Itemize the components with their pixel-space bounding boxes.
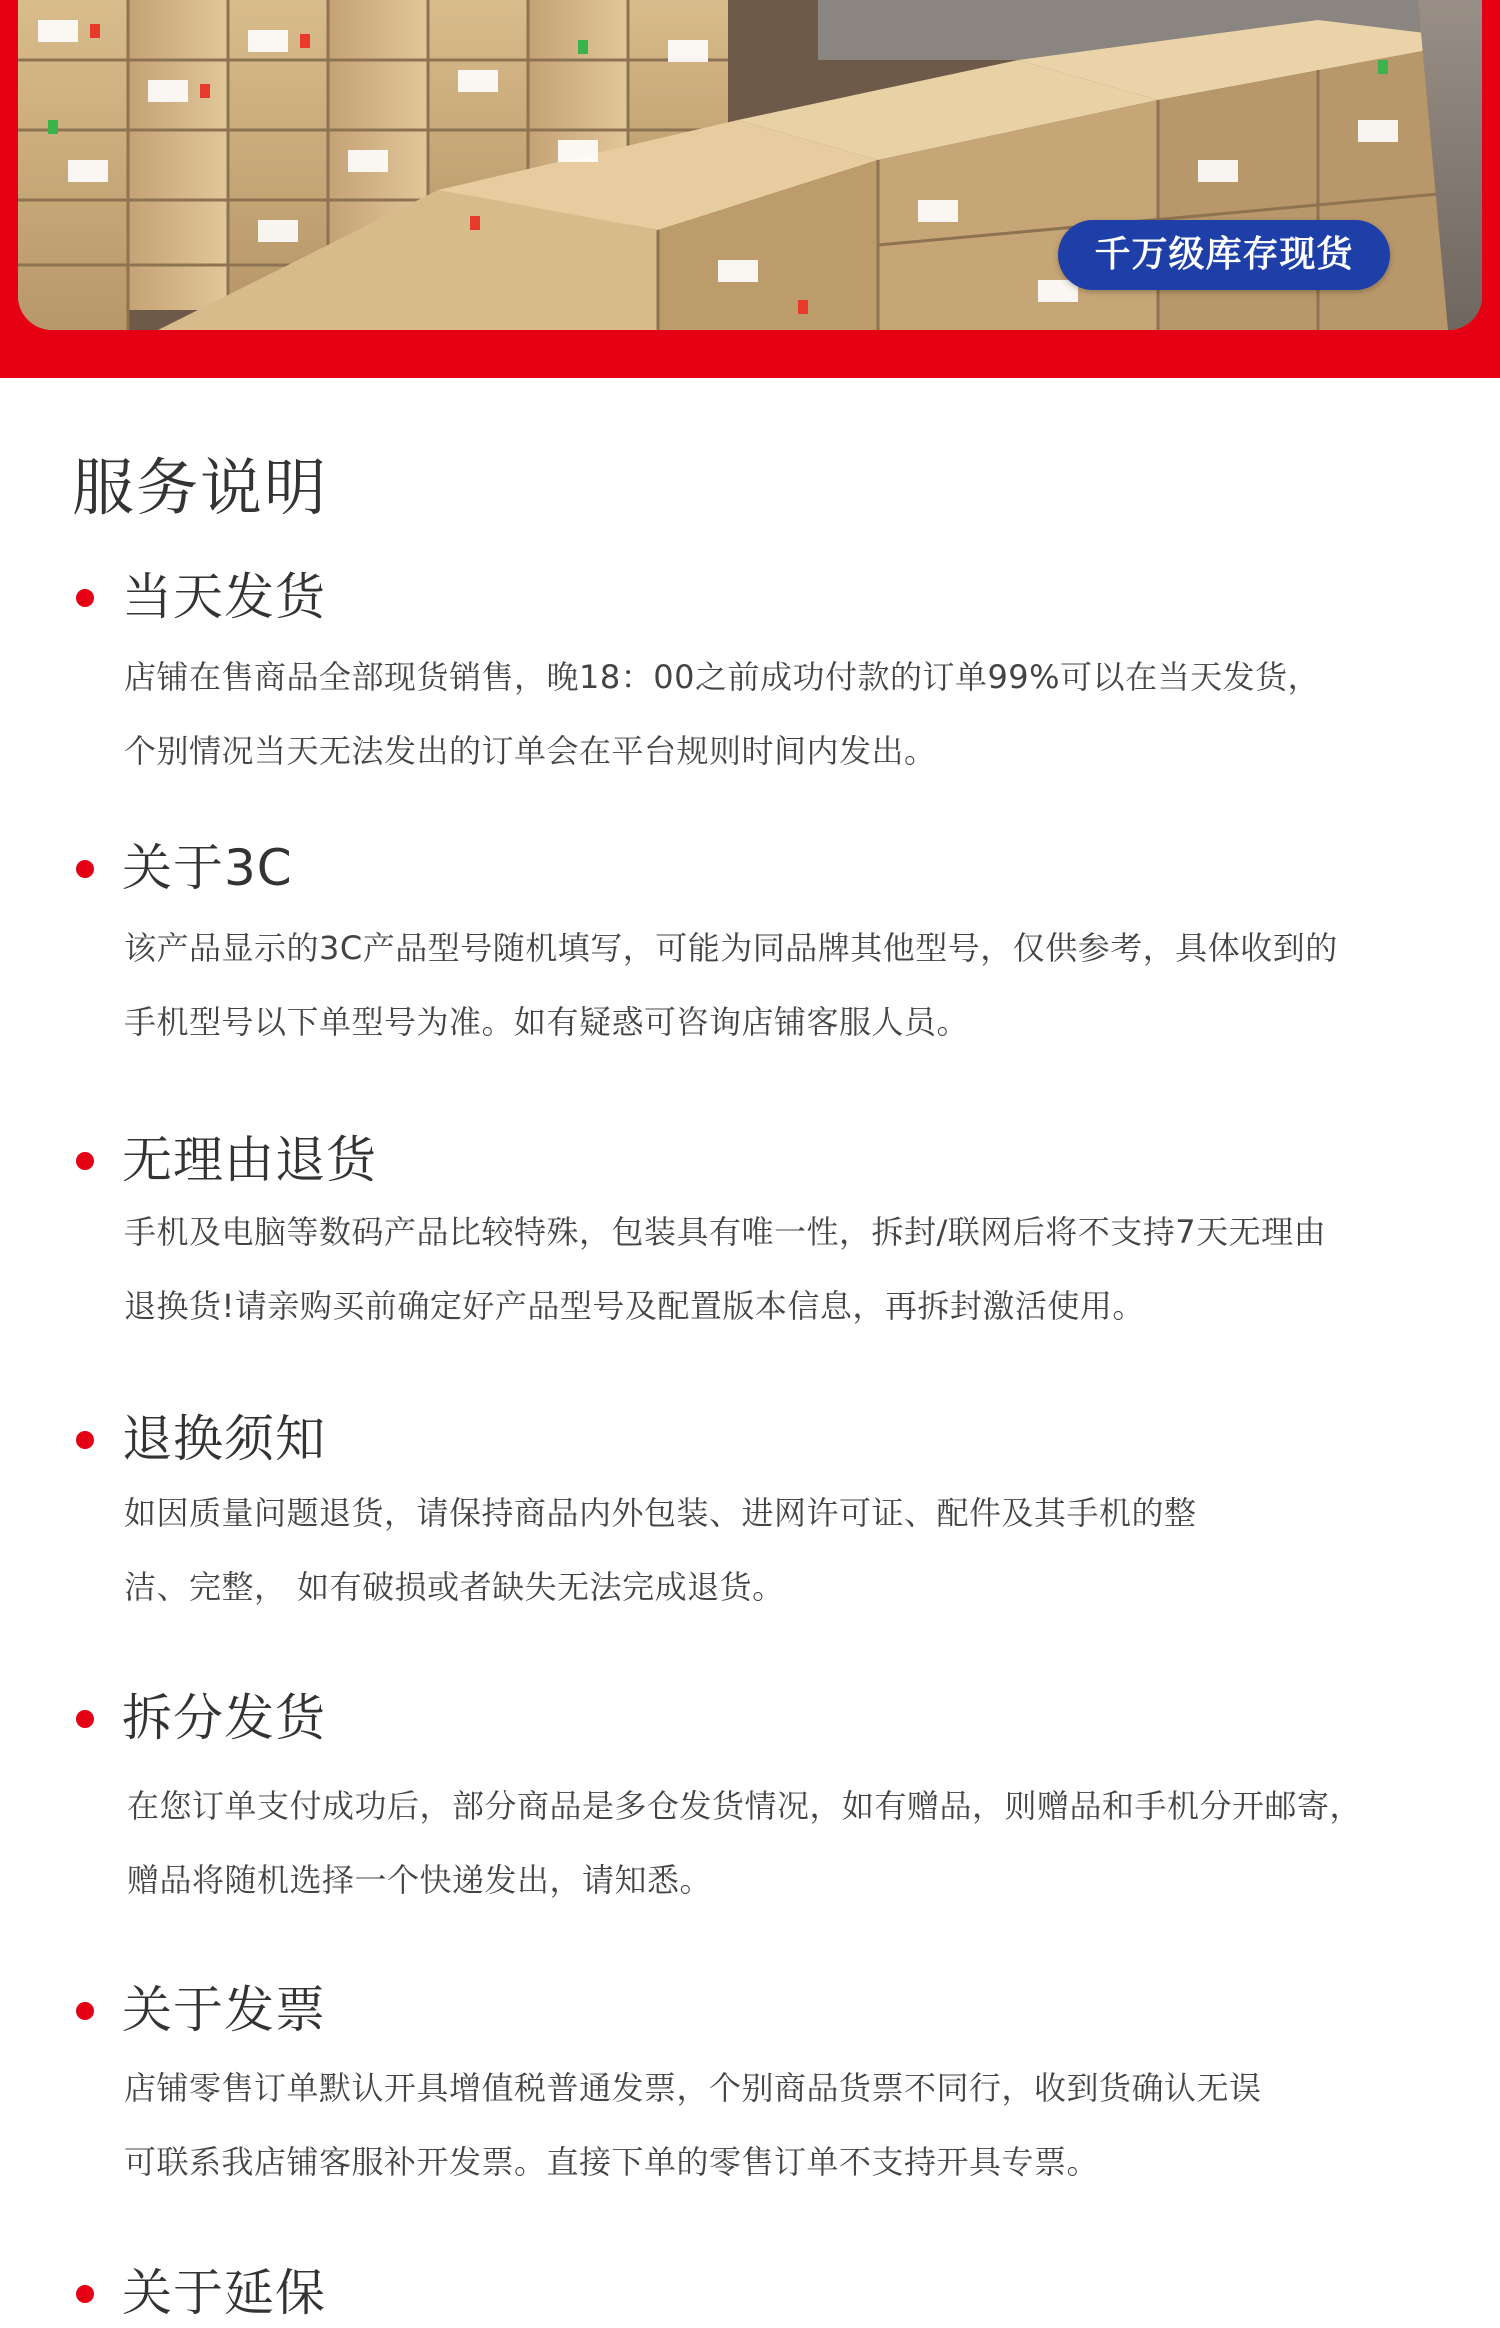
section-body bbox=[124, 911, 1454, 1059]
section-body bbox=[127, 1769, 1457, 1917]
section-title: 无理由退货 bbox=[122, 1131, 377, 1189]
bullet-dot-icon bbox=[76, 1152, 94, 1170]
section-title: 关于延保 bbox=[122, 2264, 326, 2322]
section-text-line: 店铺零售订单默认开具增值税普通发票，个别商品货票不同行，收到货确认无误 bbox=[124, 2069, 1262, 2107]
section-title: 拆分发货 bbox=[122, 1689, 326, 1747]
hero-banner bbox=[0, 0, 1500, 378]
section-text-line: 手机型号以下单型号为准。如有疑惑可咨询店铺客服人员。 bbox=[124, 1003, 970, 1041]
section-text-line: 可联系我店铺客服补开发票。直接下单的零售订单不支持开具专票。 bbox=[124, 2143, 1100, 2181]
section-title: 关于3C bbox=[122, 839, 293, 897]
bullet-dot-icon bbox=[76, 1710, 94, 1728]
page-title: 服务说明 bbox=[72, 451, 329, 524]
section-text-line: 赠品将随机选择一个快递发出，请知悉。 bbox=[127, 1861, 713, 1899]
section-text-line: 退换货!请亲购买前确定好产品型号及配置版本信息，再拆封激活使用。 bbox=[124, 1287, 1145, 1325]
section-body bbox=[124, 1195, 1454, 1343]
bullet-dot-icon bbox=[76, 589, 94, 607]
bullet-dot-icon bbox=[76, 2002, 94, 2020]
bullet-dot-icon bbox=[76, 860, 94, 878]
section-title: 关于发票 bbox=[122, 1981, 326, 2039]
section-text-line: 在您订单支付成功后，部分商品是多仓发货情况，如有赠品，则赠品和手机分开邮寄， bbox=[127, 1787, 1363, 1825]
bullet-dot-icon bbox=[76, 1431, 94, 1449]
section-text-line: 个别情况当天无法发出的订单会在平台规则时间内发出。 bbox=[124, 732, 937, 770]
section-title: 退换须知 bbox=[122, 1410, 326, 1468]
section-text-line: 该产品显示的3C产品型号随机填写，可能为同品牌其他型号，仅供参考，具体收到的 bbox=[124, 929, 1338, 967]
stock-badge: 千万级库存现货 bbox=[1058, 220, 1390, 290]
section-text-line: 洁、完整， 如有破损或者缺失无法完成退货。 bbox=[124, 1568, 785, 1606]
section-body bbox=[124, 1476, 1454, 1624]
section-title: 当天发货 bbox=[122, 568, 326, 626]
section-text-line: 手机及电脑等数码产品比较特殊，包装具有唯一性，拆封/联网后将不支持7天无理由 bbox=[124, 1213, 1327, 1251]
section-text-line: 店铺在售商品全部现货销售，晚18：00之前成功付款的订单99%可以在当天发货， bbox=[124, 658, 1321, 696]
bullet-dot-icon bbox=[76, 2285, 94, 2303]
section-body bbox=[124, 2051, 1454, 2199]
section-body bbox=[124, 640, 1454, 788]
section-text-line: 如因质量问题退货，请保持商品内外包装、进网许可证、配件及其手机的整 bbox=[124, 1494, 1197, 1532]
warehouse-photo bbox=[18, 0, 1482, 330]
